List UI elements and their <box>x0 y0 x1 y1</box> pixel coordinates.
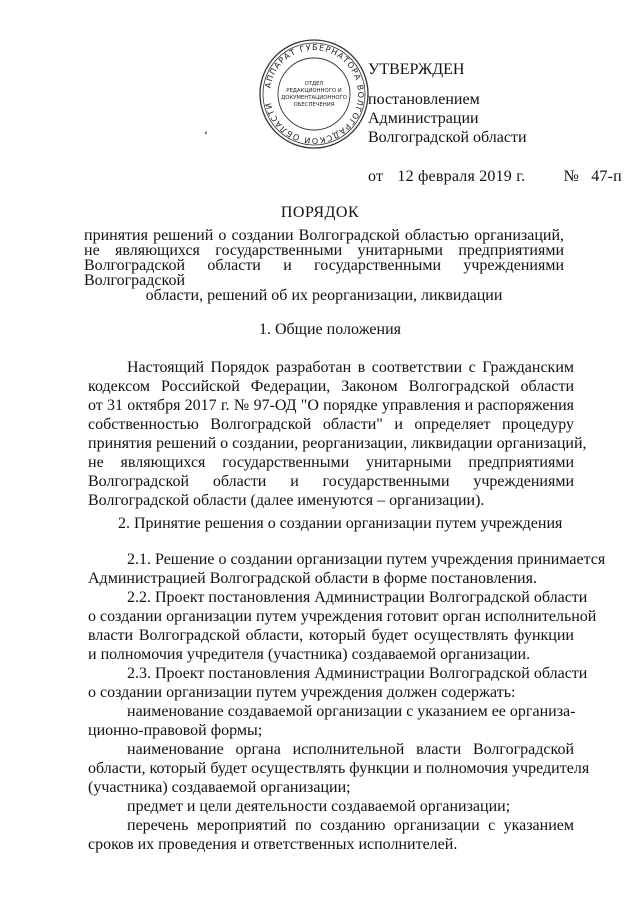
paragraph-line: власти Волгоградской области, который будет осуществлять функции <box>88 627 574 644</box>
paragraph-line: Волгоградской области (далее именуются – организации). <box>88 492 485 509</box>
paragraph-line: от 31 октября 2017 г. № 97-ОД "О порядке управления и распоряжения <box>88 397 574 414</box>
paragraph-line: перечень мероприятий по созданию организации с указанием <box>127 817 574 834</box>
paragraph-line: не являющихся государственными унитарными предприятиями <box>88 454 574 471</box>
paragraph-line: 2.3. Проект постановления Администрации Волгоградской области <box>127 665 588 682</box>
document-subtitle <box>84 228 564 303</box>
approval-line: постановлением <box>368 91 480 108</box>
stamp-center-line: ОТДЕЛ <box>304 81 324 87</box>
subtitle-line: Волгоградской области и государственными учреждениями Волгоградской <box>84 257 564 289</box>
stamp-center-line: ОБЕСПЕЧЕНИЯ <box>293 102 335 108</box>
stamp-center-line: ДОКУМЕНТАЦИОННОГО <box>281 95 347 101</box>
stamp-center-line: РЕДАКЦИОННОГО И <box>286 88 342 94</box>
paragraph-line: наименование создаваемой организации с указанием ее организа- <box>127 703 576 720</box>
subtitle-line: области, решений об их реорганизации, ликвидации <box>145 287 503 304</box>
subtitle-line: принятия решений о создании Волгоградской областью организаций, <box>84 227 564 244</box>
paragraph-line: о создании организации путем учреждения должен содержать: <box>88 684 516 701</box>
number-prefix: № <box>563 168 580 185</box>
paragraph-line: принятия решений о создании, реорганизации, ликвидации организаций, <box>88 435 587 452</box>
paragraph-line: о создании организации путем учреждения готовит орган исполнительной <box>88 608 597 625</box>
paragraph-line: собственностью Волгоградской области" и определяет процедуру <box>88 416 574 433</box>
paragraph-line: и полномочия учредителя (участника) создаваемой организации. <box>88 646 531 663</box>
approval-line: Волгоградской области <box>368 129 527 146</box>
approval-date: 12 февраля 2019 г. <box>397 168 526 185</box>
paragraph-line: (участника) создаваемой организации; <box>88 779 351 796</box>
paragraph-line: 2.1. Решение о создании организации путем учреждения принимается <box>127 551 606 568</box>
paragraph-line: наименование органа исполнительной власти Волгоградской <box>127 741 574 758</box>
paragraph-line: кодексом Российской Федерации, Законом Волгоградской области <box>88 378 574 395</box>
section-1-body <box>88 358 587 510</box>
approval-block <box>368 60 622 186</box>
section-2-heading: 2. Принятие решения о создании организации путем учреждения <box>118 515 563 532</box>
paragraph-line: Настоящий Порядок разработан в соответствии с Гражданским <box>127 359 574 376</box>
approval-heading: УТВЕРЖДЕН <box>368 61 465 78</box>
paragraph-line: Волгоградской области и государственными учреждениями <box>88 473 574 490</box>
paragraph-line: сроков их проведения и ответственных исполнителей. <box>88 836 458 853</box>
subtitle-line: не являющихся государственными унитарными предприятиями <box>84 242 564 259</box>
section-1-heading: 1. Общие положения <box>258 321 402 338</box>
document-title: ПОРЯДОК <box>280 204 360 221</box>
paragraph-line: 2.2. Проект постановления Администрации Волгоградской области <box>127 589 588 606</box>
approval-line: Администрации <box>368 110 479 127</box>
paragraph-line: предмет и цели деятельности создаваемой организации; <box>127 798 511 815</box>
official-stamp <box>258 38 370 150</box>
pen-mark: ‘ <box>204 128 208 142</box>
section-2-body <box>88 550 606 854</box>
paragraph-line: Администрацией Волгоградской области в форме постановления. <box>88 570 537 587</box>
stamp-ring-text: АППАРАТ ГУБЕРНАТОРА ВОЛГОГРАДСКОЙ ОБЛАСТИ <box>263 42 366 146</box>
paragraph-line: ционно-правовой формы; <box>88 722 263 739</box>
approval-date-line <box>368 167 622 186</box>
date-prefix: от <box>368 168 384 185</box>
approval-number: 47-п <box>591 168 622 185</box>
paragraph-line: области, который будет осуществлять функции и полномочия учредителя <box>88 760 590 777</box>
